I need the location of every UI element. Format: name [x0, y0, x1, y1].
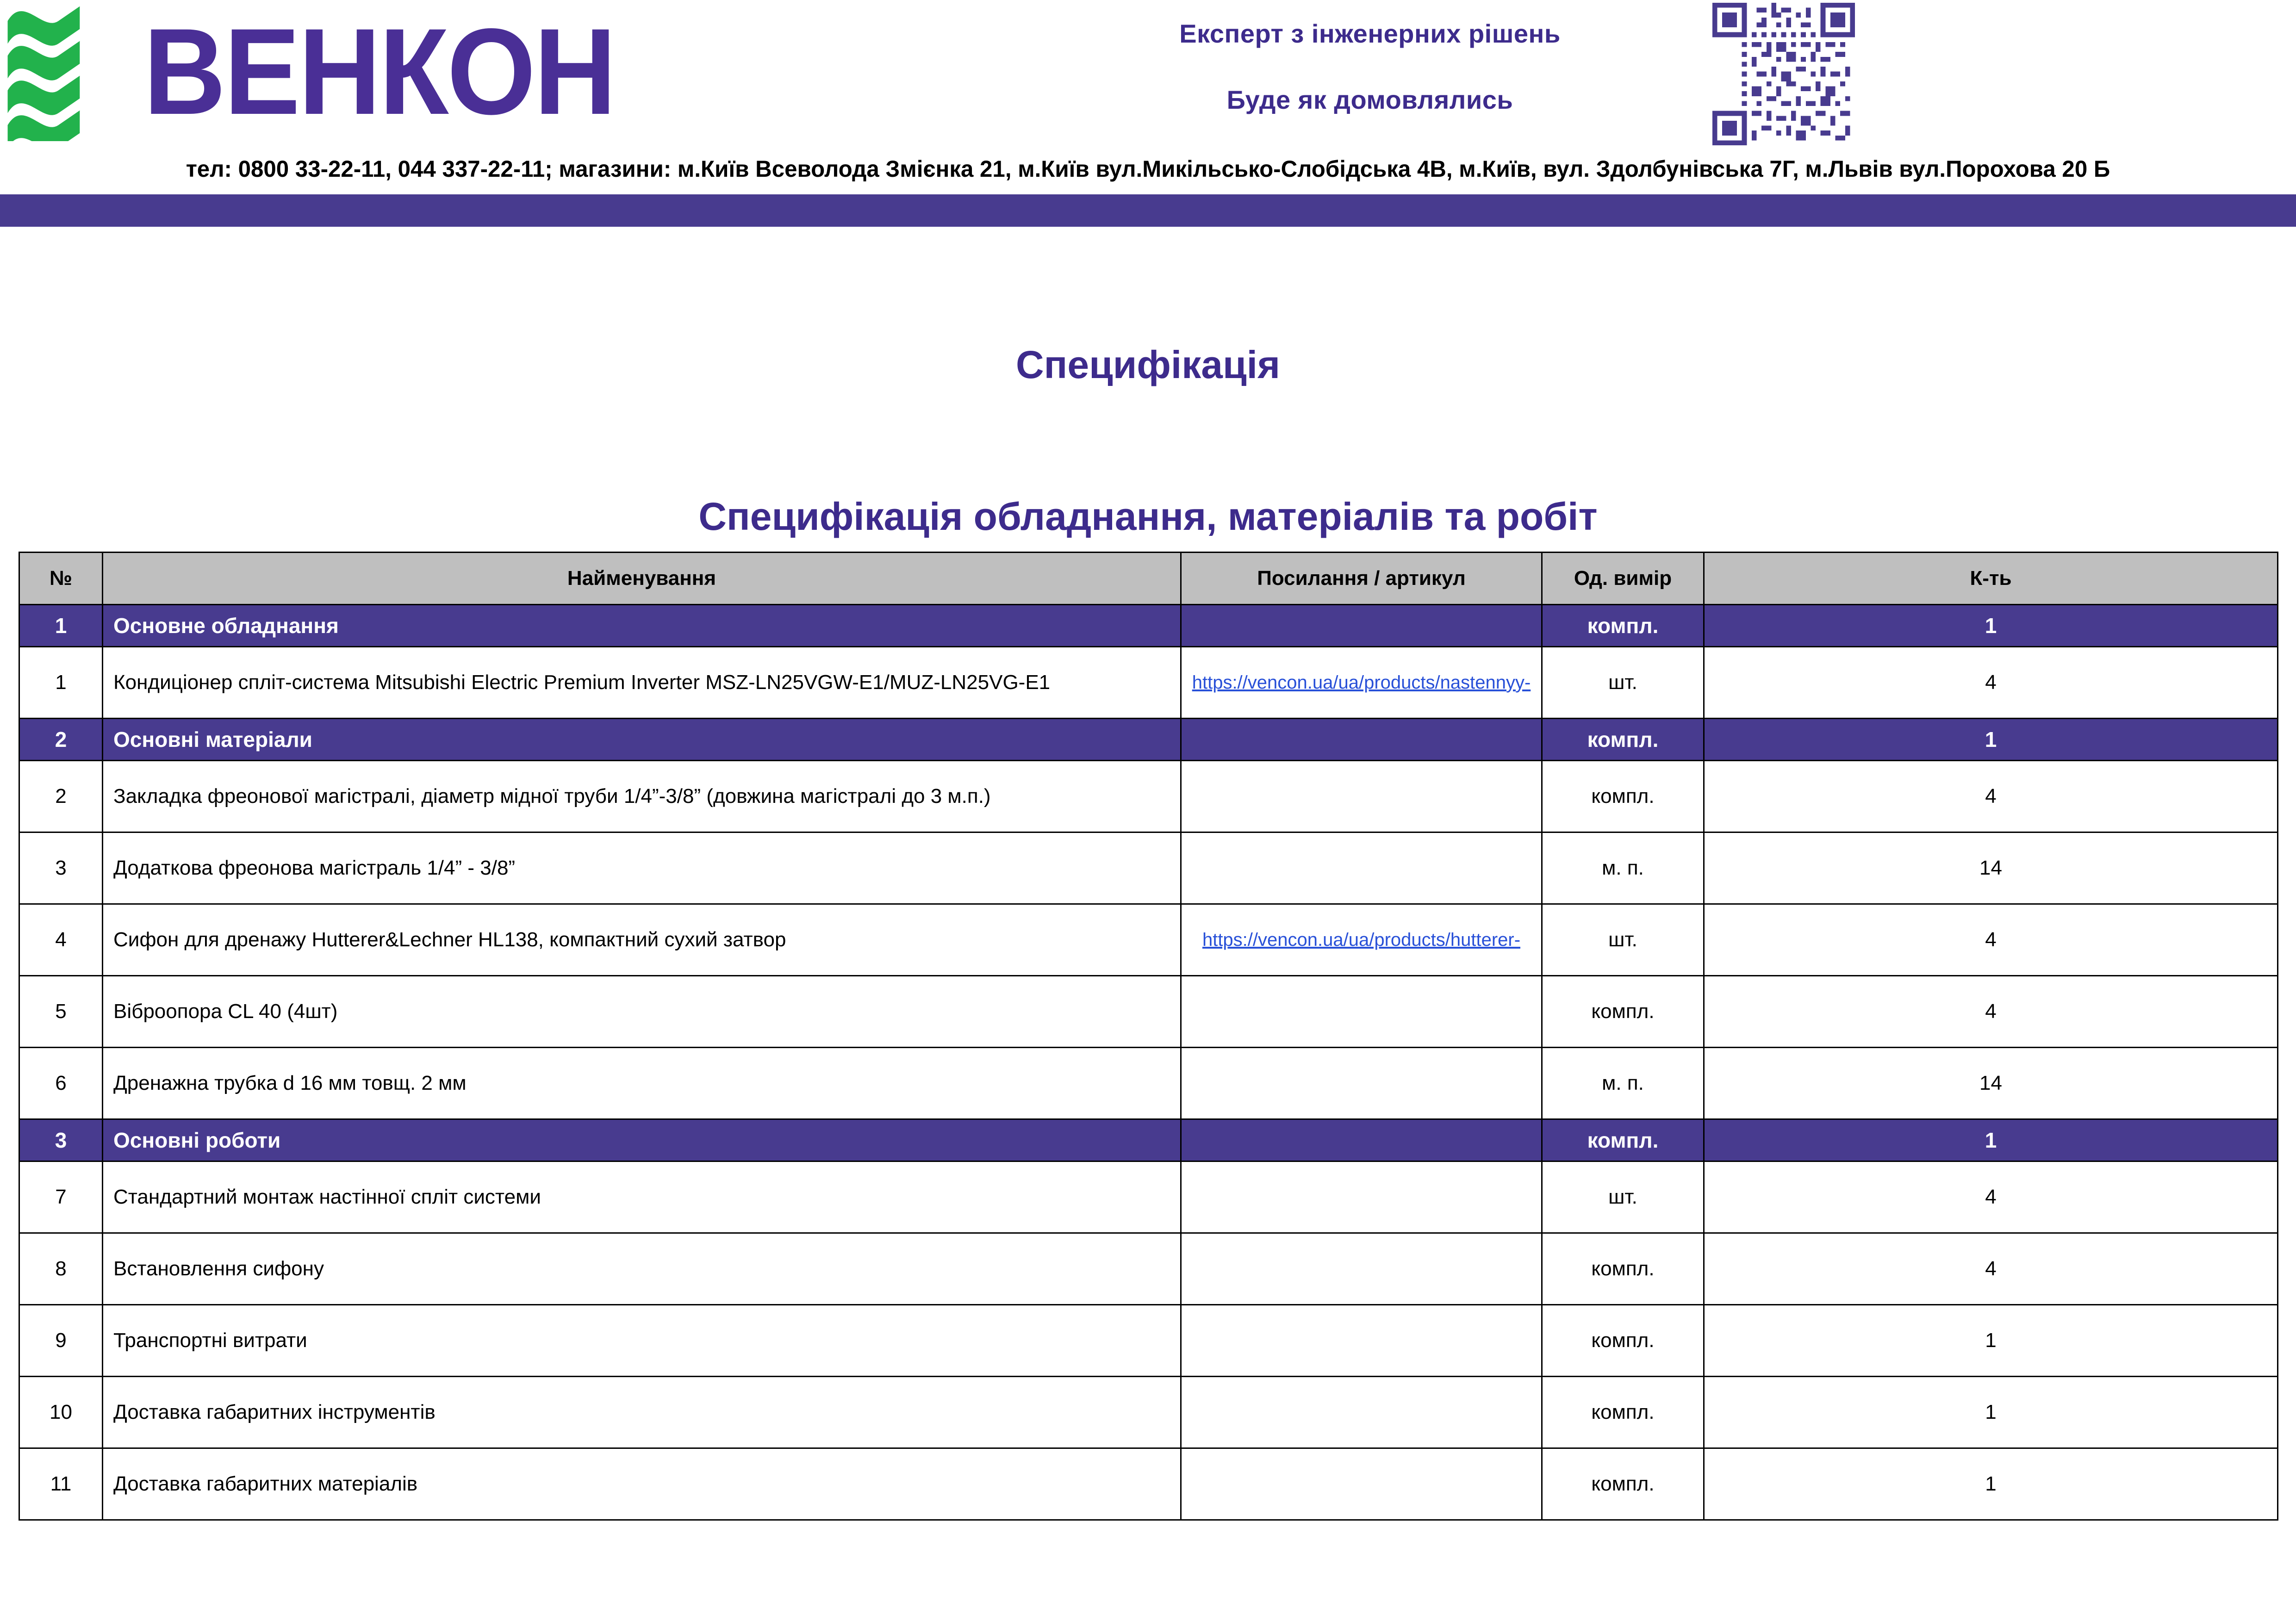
row-quantity-cell: 1	[1704, 1377, 2278, 1448]
page-title: Специфікація	[1016, 343, 1280, 386]
row-name-cell: Транспортні витрати	[103, 1305, 1181, 1377]
row-number-cell: 2	[19, 719, 103, 761]
row-name-cell: Віброопора CL 40 (4шт)	[103, 976, 1181, 1048]
row-link-cell[interactable]	[1181, 647, 1542, 719]
row-name-cell: Сифон для дренажу Hutterer&Lechner HL138, компактний сухий затвор	[103, 904, 1181, 976]
row-unit-cell: компл.	[1542, 1119, 1704, 1161]
row-quantity-cell: 1	[1704, 605, 2278, 647]
slogan-block	[1106, 19, 1634, 115]
specification-table	[19, 552, 2278, 1521]
row-unit-cell: м. п.	[1542, 1048, 1704, 1119]
row-quantity-cell: 1	[1704, 1119, 2278, 1161]
row-name-cell: Доставка габаритних інструментів	[103, 1377, 1181, 1448]
contact-info: тел: 0800 33-22-11, 044 337-22-11; магазини: м.Київ Всеволода Змієнка 21, м.Київ вул.Микільсько-Слобідська 4В, м.Київ, вул. Здолбунівська 7Г, м.Львів вул.Порохова 20 Б	[186, 156, 2110, 182]
row-name-cell: Основні матеріали	[103, 719, 1181, 761]
row-unit-cell: шт.	[1542, 1161, 1704, 1233]
company-logo	[5, 0, 650, 143]
specification-table-container	[19, 552, 2277, 1521]
row-quantity-cell: 4	[1704, 976, 2278, 1048]
row-number-cell: 8	[19, 1233, 103, 1305]
table-row	[19, 832, 2278, 904]
row-link-cell	[1181, 1161, 1542, 1233]
row-name-cell: Основні роботи	[103, 1119, 1181, 1161]
row-unit-cell: компл.	[1542, 1233, 1704, 1305]
table-row	[19, 904, 2278, 976]
row-quantity-cell: 1	[1704, 1448, 2278, 1520]
row-number-cell: 4	[19, 904, 103, 976]
row-link-cell	[1181, 605, 1542, 647]
slogan-primary: Експерт з інженерних рішень	[1179, 19, 1561, 48]
row-name-cell: Стандартний монтаж настінної спліт системи	[103, 1161, 1181, 1233]
row-name-cell: Встановлення сифону	[103, 1233, 1181, 1305]
row-number-cell: 11	[19, 1448, 103, 1520]
row-number-cell: 9	[19, 1305, 103, 1377]
row-number-cell: 2	[19, 761, 103, 832]
table-row	[19, 1377, 2278, 1448]
col-header-number: №	[19, 553, 103, 605]
row-link-cell	[1181, 1448, 1542, 1520]
row-number-cell: 3	[19, 1119, 103, 1161]
table-row	[19, 1305, 2278, 1377]
row-unit-cell: компл.	[1542, 719, 1704, 761]
col-header-unit: Од. вимір	[1542, 553, 1704, 605]
col-header-quantity: К-ть	[1704, 553, 2278, 605]
table-row	[19, 1233, 2278, 1305]
row-quantity-cell: 4	[1704, 904, 2278, 976]
row-number-cell: 1	[19, 647, 103, 719]
row-number-cell: 1	[19, 605, 103, 647]
row-link-cell	[1181, 1305, 1542, 1377]
row-unit-cell: компл.	[1542, 1448, 1704, 1520]
table-body	[19, 605, 2278, 1520]
letterhead	[0, 0, 2296, 193]
row-name-cell: Основне обладнання	[103, 605, 1181, 647]
row-quantity-cell: 1	[1704, 1305, 2278, 1377]
row-number-cell: 5	[19, 976, 103, 1048]
row-quantity-cell: 4	[1704, 1233, 2278, 1305]
table-row	[19, 1048, 2278, 1119]
table-row	[19, 976, 2278, 1048]
row-name-cell: Кондиціонер спліт-система Mitsubishi Electric Premium Inverter MSZ-LN25VGW-E1/MUZ-LN25VG-E1	[103, 647, 1181, 719]
product-link[interactable]: https://vencon.ua/ua/products/hutterer-	[1202, 929, 1521, 950]
row-unit-cell: м. п.	[1542, 832, 1704, 904]
col-header-link: Посилання / артикул	[1181, 553, 1542, 605]
row-unit-cell: компл.	[1542, 1377, 1704, 1448]
row-quantity-cell: 4	[1704, 1161, 2278, 1233]
table-row	[19, 647, 2278, 719]
table-group-row	[19, 1119, 2278, 1161]
qr-code-icon[interactable]	[1712, 3, 1855, 145]
row-quantity-cell: 4	[1704, 761, 2278, 832]
row-link-cell	[1181, 761, 1542, 832]
table-row	[19, 1161, 2278, 1233]
row-unit-cell: компл.	[1542, 1305, 1704, 1377]
row-quantity-cell: 1	[1704, 719, 2278, 761]
row-name-cell: Додаткова фреонова магістраль 1/4” - 3/8”	[103, 832, 1181, 904]
header-divider-bar	[0, 194, 2296, 227]
row-link-cell	[1181, 1048, 1542, 1119]
row-number-cell: 10	[19, 1377, 103, 1448]
row-number-cell: 6	[19, 1048, 103, 1119]
row-unit-cell: компл.	[1542, 761, 1704, 832]
row-quantity-cell: 4	[1704, 647, 2278, 719]
wave-logo-icon	[5, 2, 139, 141]
row-unit-cell: компл.	[1542, 605, 1704, 647]
row-link-cell	[1181, 976, 1542, 1048]
table-header-row	[19, 553, 2278, 605]
section-heading: Специфікація обладнання, матеріалів та робіт	[698, 495, 1598, 538]
table-group-row	[19, 719, 2278, 761]
row-link-cell	[1181, 832, 1542, 904]
row-number-cell: 3	[19, 832, 103, 904]
qr-code-svg	[1712, 3, 1855, 145]
logo-wordmark: ВЕНКОН	[143, 3, 615, 140]
row-unit-cell: шт.	[1542, 904, 1704, 976]
row-name-cell: Закладка фреонової магістралі, діаметр мідної труби 1/4”-3/8” (довжина магістралі до 3 м.п.)	[103, 761, 1181, 832]
table-row	[19, 1448, 2278, 1520]
row-link-cell	[1181, 1377, 1542, 1448]
product-link[interactable]: https://vencon.ua/ua/products/nastennyy-	[1192, 672, 1531, 693]
row-number-cell: 7	[19, 1161, 103, 1233]
row-link-cell	[1181, 719, 1542, 761]
row-name-cell: Дренажна трубка d 16 мм товщ. 2 мм	[103, 1048, 1181, 1119]
col-header-name: Найменування	[103, 553, 1181, 605]
table-row	[19, 761, 2278, 832]
row-quantity-cell: 14	[1704, 832, 2278, 904]
row-quantity-cell: 14	[1704, 1048, 2278, 1119]
row-name-cell: Доставка габаритних матеріалів	[103, 1448, 1181, 1520]
row-unit-cell: шт.	[1542, 647, 1704, 719]
row-link-cell	[1181, 1119, 1542, 1161]
slogan-secondary: Буде як домовлялись	[1226, 85, 1513, 114]
row-unit-cell: компл.	[1542, 976, 1704, 1048]
row-link-cell[interactable]	[1181, 904, 1542, 976]
table-group-row	[19, 605, 2278, 647]
row-link-cell	[1181, 1233, 1542, 1305]
